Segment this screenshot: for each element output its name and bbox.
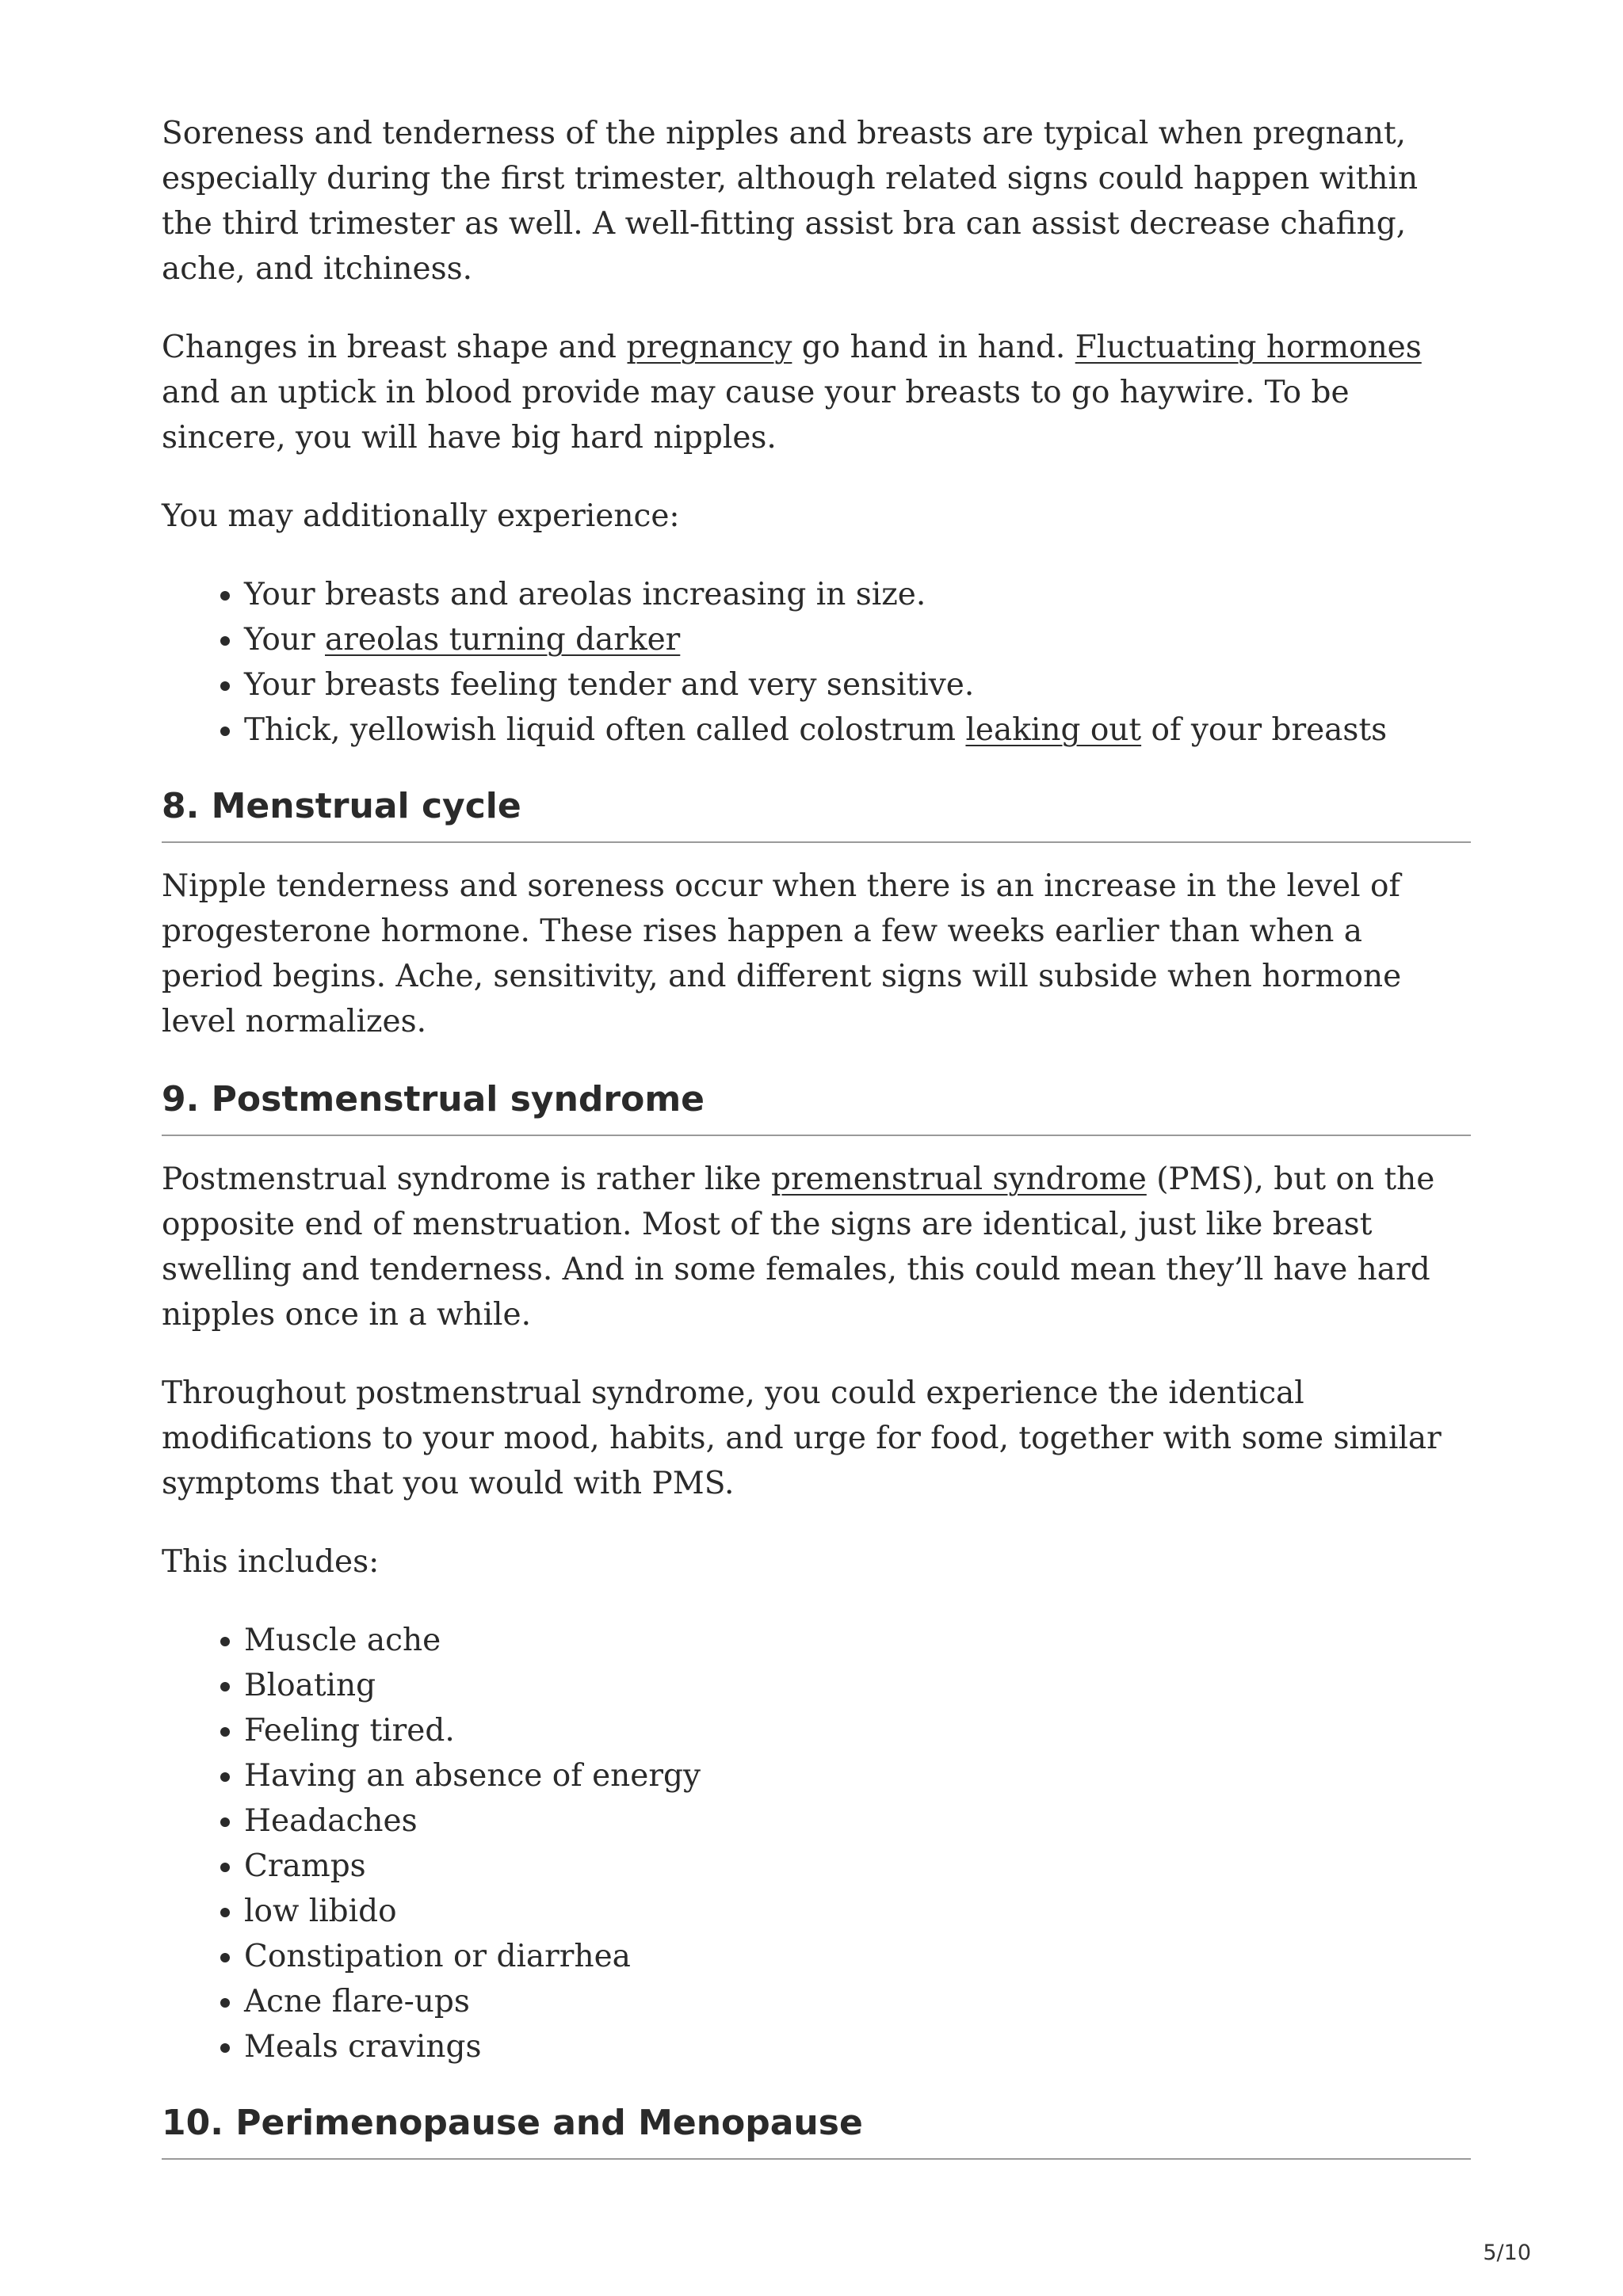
list-item: • Acne flare-ups xyxy=(244,1979,1471,2024)
list-item: • Constipation or diarrhea xyxy=(244,1934,1471,1979)
paragraph-postmenstrual-intro xyxy=(162,1157,1471,1337)
text-span: and an uptick in blood provide may cause your breasts to go haywire. To be sincere, you will have big hard nipples. xyxy=(162,375,1350,456)
list-item: • Your breasts feeling tender and very sensitive. xyxy=(244,662,1471,707)
list-item: • Having an absence of energy xyxy=(244,1753,1471,1798)
symptom-list xyxy=(162,1618,1471,2069)
experience-list xyxy=(162,572,1471,753)
text-span: Thick, yellowish liquid often called colostrum xyxy=(244,712,966,748)
list-item: • Cramps xyxy=(244,1844,1471,1889)
list-item xyxy=(244,617,1471,662)
link-leaking-out[interactable]: leaking out xyxy=(965,712,1142,748)
paragraph-breast-changes xyxy=(162,325,1471,460)
list-item xyxy=(244,707,1471,753)
paragraph-postmenstrual-experience: Throughout postmenstrual syndrome, you could experience the identical modifications to your mood, habits, and urge for food, together with some similar symptoms that you would with PMS. xyxy=(162,1375,1442,1501)
list-item: • Muscle ache xyxy=(244,1618,1471,1663)
list-item: • Headaches xyxy=(244,1798,1471,1844)
list-item: • Meals cravings xyxy=(244,2024,1471,2069)
list-item: • Feeling tired. xyxy=(244,1708,1471,1753)
text-span: Your xyxy=(244,622,325,658)
list-item: • Bloating xyxy=(244,1663,1471,1708)
heading-perimenopause-menopause: 10. Perimenopause and Menopause xyxy=(162,2101,1471,2160)
text-span: (PMS), but on the opposite end of menstruation. Most of the signs are identical, just like breast swelling and tenderness. And in some females, this could mean they’ll have hard nipples once in a while. xyxy=(162,1161,1435,1333)
text-span: Changes in breast shape and xyxy=(162,330,627,365)
link-pregnancy[interactable]: pregnancy xyxy=(626,330,792,365)
text-span: of your breasts xyxy=(1141,712,1388,748)
text-span: go hand in hand. xyxy=(792,330,1075,365)
link-fluctuating-hormones[interactable]: Fluctuating hormones xyxy=(1075,330,1422,365)
page-number: 5/10 xyxy=(1483,2241,1531,2265)
paragraph-pregnancy-soreness: Soreness and tenderness of the nipples and breasts are typical when pregnant, especially during the first trimester, although related signs could happen within the third trimester as well. A well-fitting assist bra can assist decrease chafing, ache, and itchiness. xyxy=(162,116,1419,287)
link-areolas-turning-darker[interactable]: areolas turning darker xyxy=(325,622,681,658)
article-body xyxy=(162,111,1471,2180)
heading-menstrual-cycle: 8. Menstrual cycle xyxy=(162,784,1471,843)
text-span: Postmenstrual syndrome is rather like xyxy=(162,1161,772,1197)
list-item: • Your breasts and areolas increasing in size. xyxy=(244,572,1471,617)
heading-postmenstrual-syndrome: 9. Postmenstrual syndrome xyxy=(162,1077,1471,1136)
paragraph-experience-intro: You may additionally experience: xyxy=(162,498,680,534)
list-item: • low libido xyxy=(244,1889,1471,1934)
paragraph-includes: This includes: xyxy=(162,1544,380,1580)
paragraph-menstrual-cycle: Nipple tenderness and soreness occur when there is an increase in the level of progesterone hormone. These rises happen a few weeks earlier than when a period begins. Ache, sensitivity, and different signs will subside when hormone level normalizes. xyxy=(162,868,1402,1039)
link-premenstrual-syndrome[interactable]: premenstrual syndrome xyxy=(771,1161,1147,1197)
